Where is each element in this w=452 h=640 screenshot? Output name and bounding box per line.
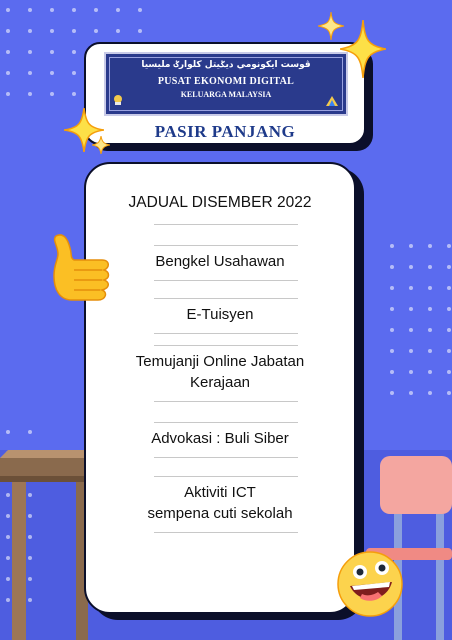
dot [428, 370, 432, 374]
dot [50, 29, 54, 33]
divider [154, 245, 298, 246]
dot [28, 29, 32, 33]
dot [72, 92, 76, 96]
dot [6, 50, 10, 54]
dot [6, 71, 10, 75]
dot [447, 244, 451, 248]
crest-logo-icon [112, 94, 124, 106]
triangle-logo-icon [326, 96, 338, 106]
dot [447, 328, 451, 332]
dot-grid-right [390, 244, 451, 395]
schedule-item [86, 351, 354, 393]
location-title: PASIR PANJANG [154, 122, 296, 141]
dot [138, 29, 142, 33]
dot [428, 307, 432, 311]
dot [409, 244, 413, 248]
dot [409, 349, 413, 353]
dot [138, 8, 142, 12]
dot [409, 286, 413, 290]
dot [409, 391, 413, 395]
org-subtitle: KELUARGA MALAYSIA [180, 90, 272, 99]
header-card [84, 42, 366, 145]
dot [390, 370, 394, 374]
divider [154, 280, 298, 281]
dot [390, 391, 394, 395]
dot [409, 307, 413, 311]
dot [6, 92, 10, 96]
divider [154, 298, 298, 299]
org-name: PUSAT EKONOMI DIGITAL [157, 76, 295, 87]
sparkle-icon [340, 20, 386, 78]
dot [94, 29, 98, 33]
dot [390, 307, 394, 311]
schedule-item-line: sempena cuti sekolah [147, 505, 293, 522]
divider [154, 333, 298, 334]
dot [409, 370, 413, 374]
dot [447, 349, 451, 353]
divider [154, 476, 298, 477]
dot [28, 92, 32, 96]
dot [28, 430, 32, 434]
dot [447, 265, 451, 269]
schedule-title: JADUAL DISEMBER 2022 [128, 194, 312, 211]
dot [72, 50, 76, 54]
schedule-item-line: Kerajaan [189, 374, 251, 391]
divider [154, 457, 298, 458]
dot [428, 265, 432, 269]
dot [50, 92, 54, 96]
thumbs-up-icon [50, 232, 116, 306]
dot [447, 286, 451, 290]
dot [390, 286, 394, 290]
divider [154, 422, 298, 423]
dot [50, 8, 54, 12]
schedule-item-line: Bengkel Usahawan [155, 253, 285, 270]
dot [390, 328, 394, 332]
dot [28, 71, 32, 75]
dot [116, 29, 120, 33]
dot [447, 370, 451, 374]
schedule-card [84, 162, 356, 614]
dot [72, 29, 76, 33]
org-banner [104, 52, 348, 116]
dot [428, 349, 432, 353]
dot [6, 430, 10, 434]
sparkle-icon [92, 136, 110, 154]
schedule-item-line: Temujanji Online Jabatan [135, 353, 305, 370]
dot [390, 265, 394, 269]
schedule-item-line: Advokasi : Buli Siber [151, 430, 289, 447]
dot [28, 8, 32, 12]
dot [6, 29, 10, 33]
dot [72, 8, 76, 12]
schedule-item-line: Aktiviti ICT [184, 484, 256, 501]
dot [28, 50, 32, 54]
dot [390, 244, 394, 248]
dot [50, 50, 54, 54]
dot [94, 8, 98, 12]
dot [447, 307, 451, 311]
schedule-item [86, 251, 354, 272]
divider [154, 401, 298, 402]
schedule-item-line: E-Tuisyen [186, 306, 254, 323]
schedule-item [86, 428, 354, 449]
dot [428, 391, 432, 395]
org-name-jawi: ڤوست ايکونومي ديݢيتل کلوارݢ مليسيا [141, 60, 311, 70]
schedule-item [86, 304, 354, 325]
dot [409, 265, 413, 269]
dot [72, 71, 76, 75]
dot [447, 391, 451, 395]
divider [154, 532, 298, 533]
dot [428, 244, 432, 248]
dot [390, 349, 394, 353]
divider [154, 345, 298, 346]
divider [154, 224, 298, 225]
schedule-item [86, 482, 354, 524]
laughing-emoji-icon [334, 546, 410, 620]
dot [6, 8, 10, 12]
dot [428, 286, 432, 290]
dot [116, 8, 120, 12]
dot [409, 328, 413, 332]
dot [50, 71, 54, 75]
dot [428, 328, 432, 332]
